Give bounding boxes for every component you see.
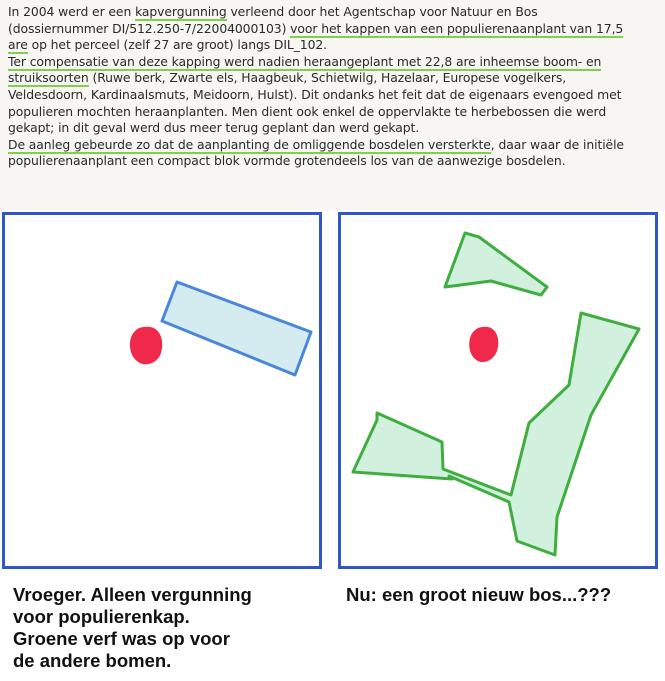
highlighted-text: voor het kappen van een populierenaanplant van 17,5 bbox=[290, 20, 624, 36]
highlighted-text: struiksoorten bbox=[8, 70, 89, 86]
highlighted-text: are bbox=[8, 37, 28, 53]
caption-before bbox=[13, 584, 313, 672]
text-segment: gekapt; in dit geval werd dus meer terug geplant dan werd gekapt. bbox=[8, 120, 420, 136]
caption-line: de andere bomen. bbox=[13, 650, 172, 671]
former-poplar-plot bbox=[162, 282, 311, 375]
text-segment: (Ruwe berk, Zwarte els, Haagbeuk, Schietwilg, Hazelaar, Europese vogelkers, bbox=[88, 70, 567, 86]
caption-line: Groene verf was op voor bbox=[13, 628, 230, 649]
red-location-marker bbox=[130, 327, 162, 364]
caption-line: Vroeger. Alleen vergunning bbox=[13, 584, 252, 605]
text-line bbox=[8, 120, 660, 137]
text-segment: In 2004 werd er een bbox=[8, 4, 136, 19]
caption-line: Nu: een groot nieuw bos...??? bbox=[346, 584, 612, 605]
text-line bbox=[8, 21, 660, 38]
text-line bbox=[8, 4, 660, 21]
text-line bbox=[8, 104, 660, 121]
text-segment: , daar waar de initiële bbox=[490, 136, 624, 152]
text-line bbox=[8, 137, 660, 154]
new-forest-patch-north bbox=[445, 233, 547, 295]
red-location-marker bbox=[469, 327, 498, 362]
caption-line: voor populierenkap. bbox=[13, 606, 190, 627]
text-segment: op het perceel (zelf 27 are groot) langs DIL_102. bbox=[27, 37, 327, 53]
text-segment: populieren mochten heraanplanten. Men dient ook enkel de oppervlakte te herbebossen die werd bbox=[8, 103, 607, 119]
text-line bbox=[8, 54, 660, 71]
text-line bbox=[8, 153, 660, 170]
map-after-panel bbox=[338, 212, 658, 569]
highlighted-text: kapvergunning bbox=[135, 4, 227, 19]
map-after-drawing bbox=[341, 215, 655, 566]
highlighted-text: Ter compensatie van deze kapping werd nadien heraangeplant met 22,8 are inheemse boom- en bbox=[8, 53, 602, 69]
text-line bbox=[8, 70, 660, 87]
highlighted-text: De aanleg gebeurde zo dat de aanplanting de omliggende bosdelen versterkte bbox=[8, 136, 491, 152]
text-segment: Veldesdoorn, Kardinaalsmuts, Meidoorn, Hulst). Dit ondanks het feit dat de eigenaars evengoed met bbox=[8, 86, 622, 102]
text-line bbox=[8, 37, 660, 54]
permit-description-text bbox=[8, 4, 660, 170]
text-line bbox=[8, 87, 660, 104]
map-before-drawing bbox=[5, 215, 319, 566]
text-segment: verleend door het Agentschap voor Natuur en Bos bbox=[226, 4, 538, 19]
text-segment: (dossiernummer DI/512.250-7/22004000103) bbox=[8, 20, 291, 36]
text-segment: populierenaanplant een compact blok vormde grotendeels los van de aanwezige bosdelen. bbox=[8, 153, 566, 169]
caption-after bbox=[346, 584, 656, 606]
map-before-panel bbox=[2, 212, 322, 569]
